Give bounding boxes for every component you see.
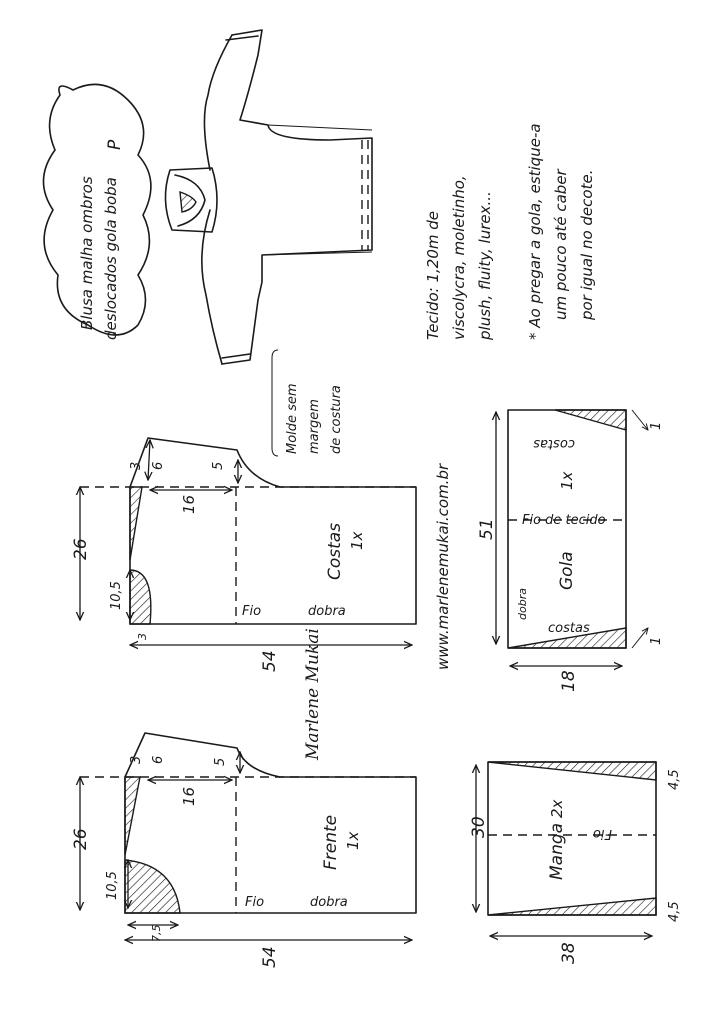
gola-grain: Fio de tecido: [522, 513, 606, 528]
title-block: [43, 84, 150, 340]
gola-length: 51: [477, 518, 497, 540]
frente-sleeve-step: 5: [213, 757, 228, 766]
pattern-piece-costas: [71, 438, 416, 672]
title-line-1: Blusa malha ombros: [78, 176, 96, 330]
seam-allowance-note: [272, 350, 344, 456]
fabric-line-1: Tecido: 1,20m de: [424, 210, 442, 340]
fabric-info: [424, 175, 494, 341]
website-url: www.marlenemukai.com.br: [434, 463, 452, 670]
fabric-line-2: viscolycra, moletinho,: [450, 175, 468, 340]
frente-armhole: 16: [180, 786, 198, 806]
frente-fold: dobra: [310, 895, 348, 910]
costas-shoulder: 6: [151, 461, 166, 470]
frente-shoulder-drop: 3: [129, 755, 144, 764]
gola-width: 18: [559, 670, 579, 692]
pattern-piece-gola: [477, 410, 664, 692]
pattern-piece-manga: [469, 762, 682, 964]
gola-back-label-bottom: costas: [548, 621, 590, 636]
gola-corner-top: 1: [649, 421, 664, 430]
fabric-line-3: plush, fluity, lurex...: [476, 191, 494, 340]
title-cloud-outline: [43, 84, 150, 335]
manga-name: Manga: [547, 822, 567, 880]
frente-name: Frente: [321, 814, 341, 870]
costas-neck-depth: 10,5: [109, 581, 124, 610]
gola-name: Gola: [557, 551, 577, 590]
frente-grain: Fio: [245, 895, 265, 910]
seam-note-line-1: Molde sem: [285, 383, 300, 454]
note-line-2: um pouco até caber: [552, 169, 570, 320]
note-line-1: * Ao pregar a gola, estique-a: [526, 123, 544, 340]
costas-armhole: 16: [180, 494, 198, 514]
designer-signature: Marlene Mukai: [303, 628, 323, 760]
frente-neck-width: 7,5: [150, 924, 163, 942]
gola-fold: dobra: [516, 588, 529, 620]
note-line-3: por igual no decote.: [578, 169, 596, 320]
gola-back-label-top: costas: [533, 436, 575, 451]
manga-outline: [488, 762, 656, 915]
frente-width: 26: [71, 828, 91, 850]
manga-taper-bottom: 4,5: [667, 901, 682, 922]
manga-length: 30: [469, 816, 489, 838]
costas-grain: Fio: [242, 604, 262, 619]
frente-length: 54: [260, 946, 280, 968]
gola-corner-bottom: 1: [649, 636, 664, 645]
seam-note-line-2: margem: [307, 399, 322, 454]
costas-outline: [130, 438, 416, 624]
manga-taper-top: 4,5: [667, 769, 682, 790]
manga-qty: 2x: [548, 799, 566, 818]
costas-qty: 1x: [348, 531, 366, 550]
seam-note-line-3: de costura: [329, 385, 344, 454]
title-line-2: deslocados gola boba: [102, 177, 120, 340]
costas-sleeve-step: 5: [211, 461, 226, 470]
costas-neck-width: 3: [136, 633, 149, 640]
manga-width: 38: [559, 942, 579, 964]
costas-length: 54: [260, 650, 280, 672]
frente-neck-depth: 10,5: [105, 871, 120, 900]
gola-qty: 1x: [558, 471, 576, 490]
frente-qty: 1x: [344, 831, 362, 850]
garment-illustration: [165, 30, 372, 364]
manga-grain: Fio: [592, 826, 612, 841]
costas-fold: dobra: [308, 604, 346, 619]
costas-width: 26: [71, 538, 91, 560]
costas-name: Costas: [325, 522, 345, 580]
frente-shoulder: 6: [151, 755, 166, 764]
costas-shoulder-drop: 3: [129, 461, 144, 470]
sewing-note: [526, 123, 596, 340]
title-size: P: [105, 139, 125, 150]
pattern-piece-frente: [71, 733, 416, 968]
